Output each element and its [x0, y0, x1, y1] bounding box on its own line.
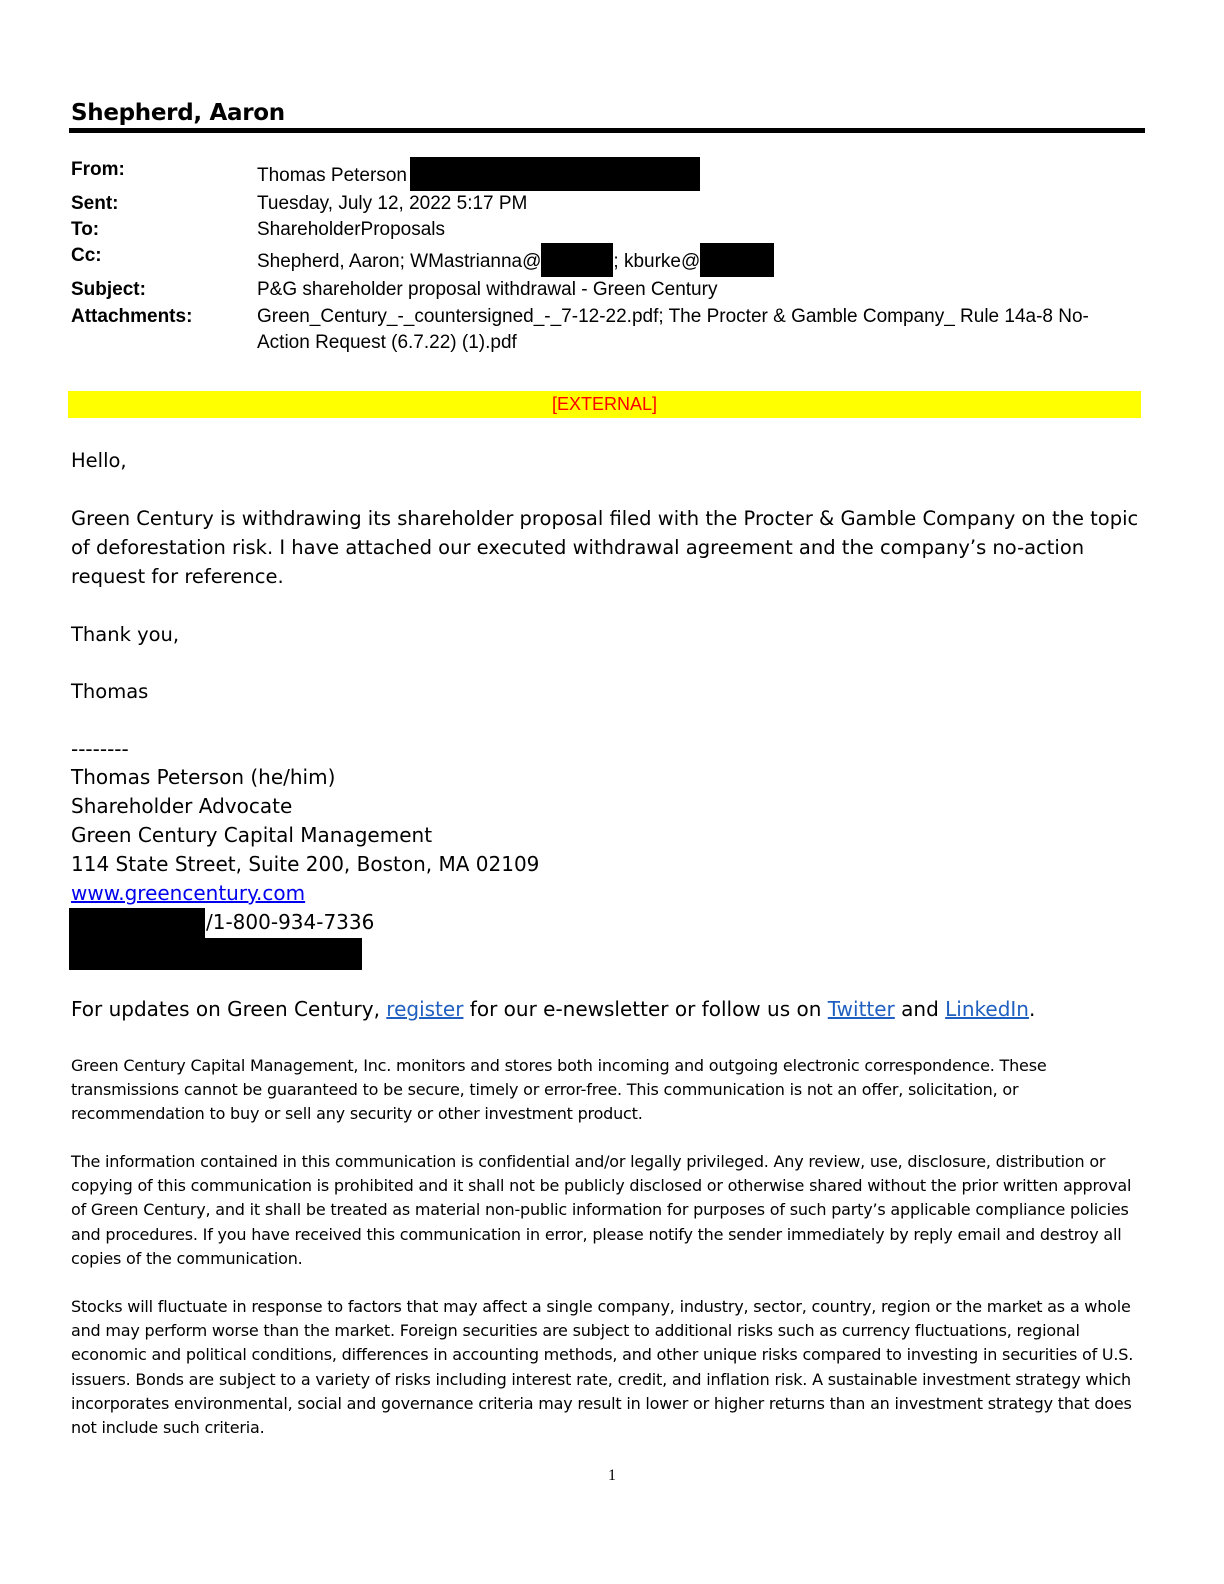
signature-name: Thomas Peterson (he/him): [71, 765, 336, 789]
redaction-box: [410, 157, 700, 191]
updates-middle: for our e-newsletter or follow us on: [469, 997, 822, 1021]
linkedin-link[interactable]: LinkedIn: [945, 997, 1029, 1021]
updates-prefix: For updates on Green Century,: [71, 997, 380, 1021]
redaction-box: [69, 938, 362, 970]
disclaimer-confidential: The information contained in this communication is confidential and/or legally privileged. Any review, use, disclosure, distribution or copying of this communication is prohibited and it shall not be publicly disclosed or otherwise shared without the prior written approval of Green Century, and it shall be treated as material non-public information for purposes of such party’s applicable compliance policies and procedures. If you have received this communication in error, please notify the sender immediately by reply email and destroy all copies of the communication.: [71, 1152, 1132, 1268]
signature-separator: --------: [71, 737, 129, 761]
updates-line: [71, 997, 1035, 1021]
cc-row: [71, 243, 1151, 277]
disclaimer-monitoring: Green Century Capital Management, Inc. monitors and stores both incoming and outgoing electronic correspondence. These transmissions cannot be guaranteed to be secure, timely or error-free. This communication is not an offer, solicitation, or recommendation to buy or sell any security or other investment product.: [71, 1056, 1047, 1124]
redaction-box: [700, 243, 774, 277]
mailbox-owner-name: Shepherd, Aaron: [71, 100, 285, 126]
email-header: [71, 157, 1151, 356]
twitter-link[interactable]: Twitter: [827, 997, 895, 1021]
attachments-row: [71, 304, 1151, 356]
signoff-line: Thomas: [71, 680, 149, 703]
attachments-value[interactable]: Green_Century_-_countersigned_-_7-12-22.pdf; The Procter & Gamble Company_ Rule 14a-8 No-Action Request (6.7.22) (1).pdf: [257, 305, 1089, 353]
to-row: [71, 217, 1151, 243]
from-label: From:: [71, 159, 125, 180]
external-banner: [EXTERNAL]: [68, 391, 1141, 418]
website-link[interactable]: www.greencentury.com: [71, 881, 306, 905]
page-number: 1: [608, 1467, 616, 1484]
updates-and: and: [901, 997, 939, 1021]
sent-row: [71, 191, 1151, 217]
disclaimer-investment-risk: Stocks will fluctuate in response to factors that may affect a single company, industry, sector, country, region or the market as a whole and may perform worse than the market. Foreign securities are subject to additional risks such as currency fluctuations, regional economic and political conditions, differences in accounting methods, and other unique risks compared to investing in securities of U.S. issuers. Bonds are subject to a variety of risks including interest rate, credit, and inflation risk. A sustainable investment strategy which incorporates environmental, social and governance criteria may result in lower or higher returns than an investment strategy that does not include such criteria.: [71, 1297, 1134, 1438]
sent-value: Tuesday, July 12, 2022 5:17 PM: [257, 193, 528, 214]
signature-title: Shareholder Advocate: [71, 794, 293, 818]
body-paragraph: Green Century is withdrawing its shareholder proposal filed with the Procter & Gamble Company on the topic of deforestation risk. I have attached our executed withdrawal agreement and the company’s no-action request for reference.: [71, 507, 1139, 588]
to-value: ShareholderProposals: [257, 219, 446, 241]
subject-row: [71, 277, 1151, 303]
from-row: [71, 157, 1151, 191]
register-link[interactable]: register: [386, 997, 464, 1021]
updates-end: .: [1028, 997, 1036, 1021]
subject-value: P&G shareholder proposal withdrawal - Green Century: [257, 279, 718, 301]
to-label: To:: [71, 219, 100, 241]
signature-phone: /1-800-934-7336: [206, 910, 375, 934]
cc-value-part1: Shepherd, Aaron; WMastrianna@: [257, 251, 542, 273]
subject-label: Subject:: [71, 279, 146, 301]
signature-company: Green Century Capital Management: [71, 823, 433, 847]
thanks-line: Thank you,: [71, 623, 180, 646]
attachments-label: Attachments:: [71, 305, 193, 327]
header-rule: [69, 128, 1145, 133]
greeting: Hello,: [71, 449, 127, 472]
cc-label: Cc:: [71, 245, 102, 267]
cc-value-part2: ; kburke@: [613, 251, 701, 273]
redaction-box: [69, 908, 205, 938]
sent-label: Sent:: [71, 193, 119, 214]
from-value: Thomas Peterson: [257, 165, 407, 186]
signature-address: 114 State Street, Suite 200, Boston, MA 02109: [71, 852, 540, 876]
redaction-box: [541, 243, 613, 277]
